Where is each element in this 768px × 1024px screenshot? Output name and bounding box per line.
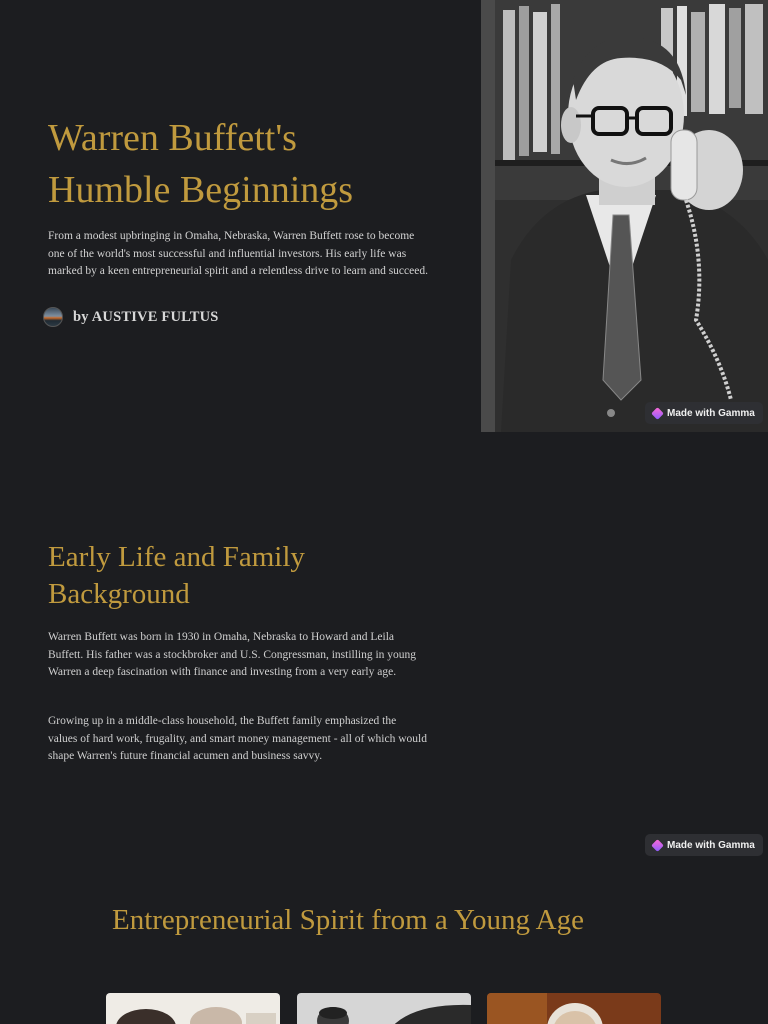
intro-paragraph: From a modest upbringing in Omaha, Nebraska, Warren Buffett rose to become one of the world's most successful and influential investors. His early life was marked by a keen entrepreneurial spirit and a relentless drive to learn and succeed.	[48, 230, 428, 277]
slide-title	[48, 112, 448, 216]
thumbnail-photo-1	[106, 993, 280, 1024]
slide-humble-beginnings	[0, 0, 768, 432]
avatar	[43, 307, 63, 327]
paragraph-2: Growing up in a middle-class household, the Buffett family emphasized the values of hard work, frugality, and smart money management - all of which would shape Warren's future financial acumen and business savvy.	[48, 715, 427, 762]
made-with-gamma-badge[interactable]	[645, 834, 763, 856]
made-with-gamma-badge[interactable]	[645, 402, 763, 424]
photo-illustration	[481, 0, 768, 432]
slide-title: Entrepreneurial Spirit from a Young Age	[112, 904, 584, 936]
gamma-logo-icon	[651, 839, 664, 852]
author-byline	[43, 307, 219, 327]
thumbnail-photo-2	[297, 993, 471, 1024]
title-line-1: Warren Buffett's	[48, 117, 297, 159]
badge-label: Made with Gamma	[667, 407, 755, 419]
title-line-2: Background	[48, 578, 190, 610]
buffett-phone-photo	[481, 0, 768, 432]
slide-entrepreneurial-spirit	[0, 864, 768, 1024]
author-name: by AUSTIVE FULTUS	[73, 308, 219, 325]
thumbnail-photo-3	[487, 993, 661, 1024]
paragraph-1: Warren Buffett was born in 1930 in Omaha, Nebraska to Howard and Leila Buffett. His father was a stockbroker and U.S. Congressman, instilling in young Warren a deep fascination with finance and investing from a very early age.	[48, 631, 417, 678]
gamma-logo-icon	[651, 407, 664, 420]
slide-early-life	[0, 432, 768, 864]
title-line-1: Early Life and Family	[48, 541, 305, 573]
badge-label: Made with Gamma	[667, 839, 755, 851]
slide-title	[48, 539, 428, 613]
title-line-2: Humble Beginnings	[48, 169, 354, 211]
